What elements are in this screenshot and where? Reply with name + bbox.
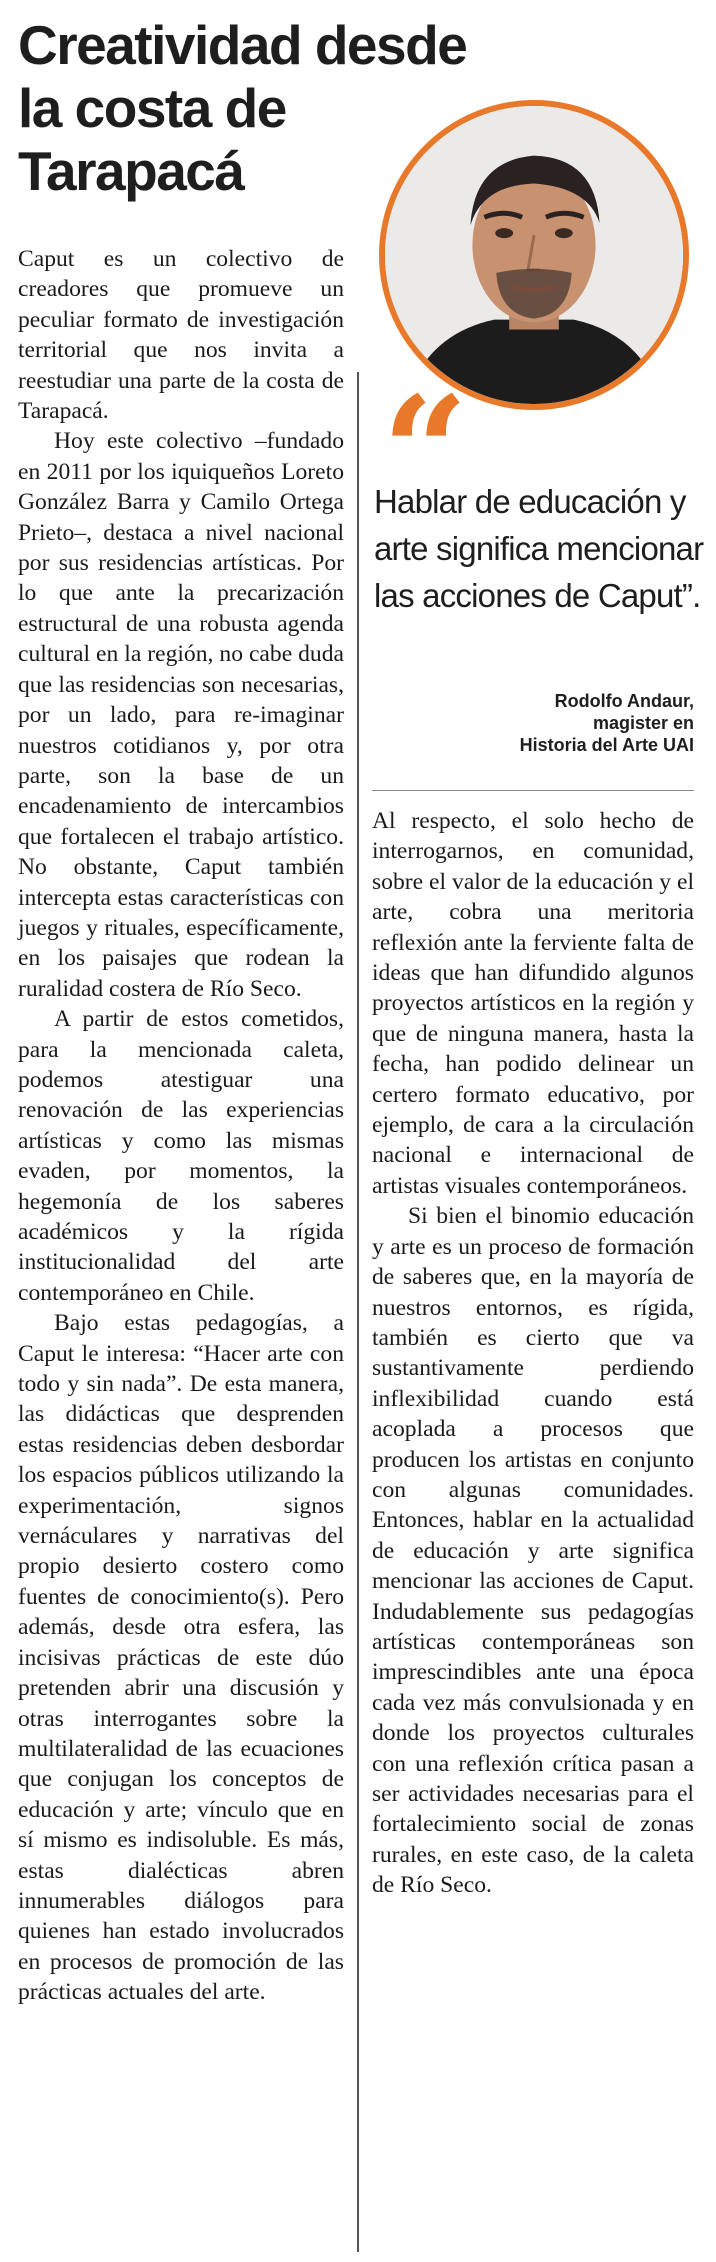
author-byline [520,690,694,756]
article-paragraph: Si bien el binomio educación y arte es un proceso de formación de saberes que, en la mayoría de nuestros entornos, es rígida, también es cierto que va sustantivamente perdiendo inflexibilidad cuando está acoplada a procesos que producen los artistas en conjunto con algunas comunidades. Entonces, hablar en la actualidad de educación y arte significa mencionar las acciones de Caput. Indudablemente sus pedagogías artísticas contemporáneas son imprescindibles ante una época cada vez más convulsionada y en donde los proyectos culturales con una reflexión crítica pasan a ser actividades necesarias para el fortalecimiento social de zonas rurales, en este caso, de la caleta de Río Seco. [372,1203,694,1899]
article-headline: Creatividad desde la costa de Tarapacá [18,14,467,202]
author-name: Rodolfo Andaur, [554,691,694,711]
pullquote-mark: “ [382,364,469,540]
article-paragraph-continued: Al respecto, el solo hecho de interrogarnos, en comunidad, sobre el valor de la educación y el arte, cobra una meritoria reflexión ante la ferviente falta de ideas que han difundido algunos proyectos artísticos en la región y que de ninguna manera, hasta la fecha, han podido delinear un certero formato educativo, por ejemplo, de cara a la circulación nacional e internacional de artistas visuales contemporáneos. [372,808,694,1199]
article-column-left [18,244,344,2008]
author-portrait-illustration [385,106,683,404]
byline-rule [372,790,694,791]
author-title-line1: magister en [592,713,694,733]
article-paragraph: Bajo estas pedagogías, a Caput le interesa: “Hacer arte con todo y sin nada”. De esta manera, las didácticas que desprenden estas residencias deben desbordar los espacios públicos utilizando la experimentación, signos vernáculares y narrativas del propio desierto costero como fuentes de conocimiento(s). Pero además, desde otra esfera, las incisivas prácticas de este dúo pretenden abrir una discusión y otras interrogantes sobre la multilateralidad de las ecuaciones que conjugan los conceptos de educación y arte; vínculo que en sí mismo es indisoluble. Es más, estas dialécticas abren innumerables diálogos para quienes han estado involucrados en procesos de promoción de las prácticas actuales del arte. [18,1310,344,2006]
column-divider [357,372,359,2252]
pullquote-text: Hablar de educación y arte significa mencionar las acciones de Caput”. [374,483,704,614]
article-paragraph: Hoy este colectivo –fundado en 2011 por los iquiqueños Loreto González Barra y Camilo Ortega Prieto–, destaca a nivel nacional por sus residencias artísticas. Por lo que ante la precarización estructural de una robusta agenda cultural en la región, no cabe duda que las residencias son necesarias, por un lado, para re-imaginar nuestros cotidianos y, por otra parte, son la base de un encadenamiento de intercambios que fortalecen el trabajo artístico. No obstante, Caput también intercepta estas características con juegos y rituales, específicamente, en los paisajes que rodean la ruralidad costera de Río Seco. [18,428,344,1002]
article-paragraph: A partir de estos cometidos, para la mencionada caleta, podemos atestiguar una renovación de las experiencias artísticas y como las mismas evaden, por momentos, la hegemonía de los saberes académicos y la rígida institucionalidad del arte contemporáneo en Chile. [18,1006,344,1306]
article-paragraph: Caput es un colectivo de creadores que promueve un peculiar formato de investigación territorial que nos invita a reestudiar una parte de la costa de Tarapacá. [18,246,344,425]
article-column-right [372,806,694,1901]
author-title-line2: Historia del Arte UAI [519,735,694,755]
